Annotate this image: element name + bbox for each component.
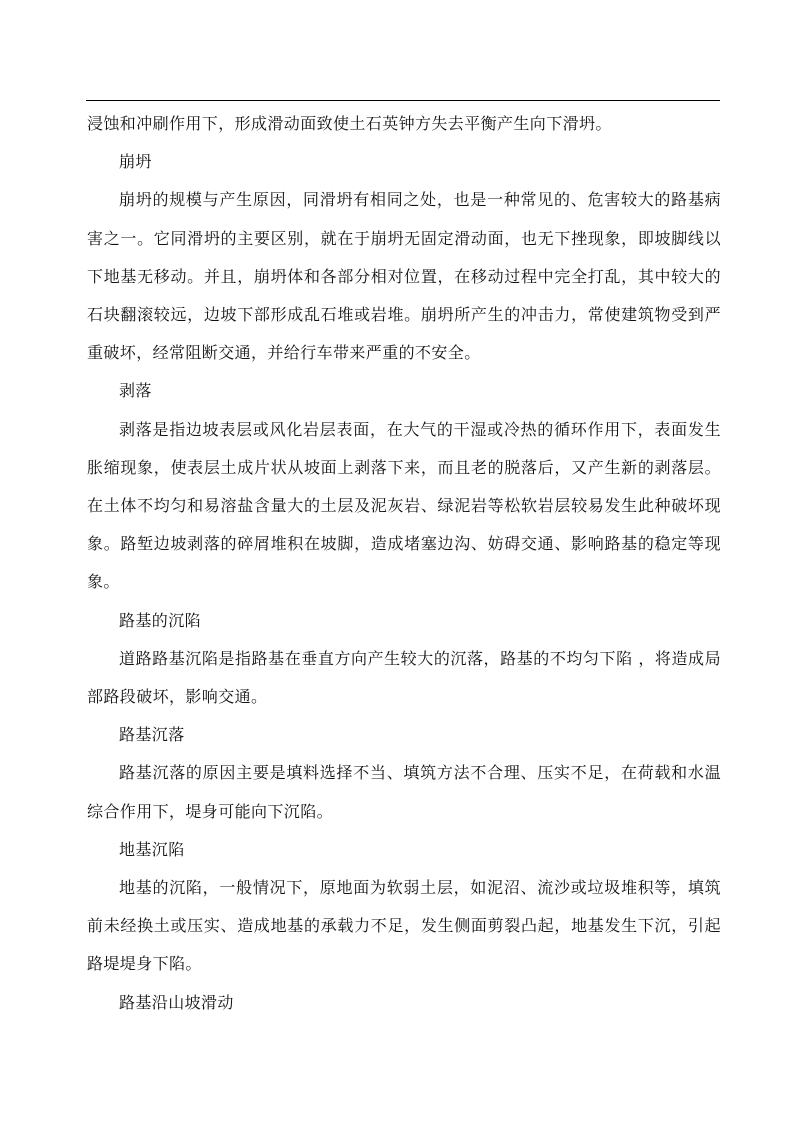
paragraph-collapse: 崩坍的规模与产生原因，同滑坍有相同之处，也是一种常见的、危害较大的路基病害之一。它同滑坍的主要区别，就在于崩坍无固定滑动面，也无下挫现象，即坡脚线以下地基无移动。并且，崩坍体和各部分相对位置，在移动过程中完全打乱，其中较大的石块翻滚较远，边坡下部形成乱石堆或岩堆。崩坍所产生的冲击力，常使建筑物受到严重破坏，经常阻断交通，并给行车带来严重的不安全。 [87,190,721,363]
document-body [87,105,721,1022]
paragraph-subgrade-settlement: 道路路基沉陷是指路基在垂直方向产生较大的沉落，路基的不均匀下陷 ，将造成局部路段破坏，影响交通。 [87,648,721,707]
section-heading-foundation-settlement: 地基沉陷 [119,839,185,859]
paragraph-foundation-settlement: 地基的沉陷，一般情况下，原地面为软弱土层，如泥沼、流沙或垃圾堆积等，填筑前未经换土或压实、造成地基的承载力不足，发生侧面剪裂凸起，地基发生下沉，引起路堤堤身下陷。 [87,878,721,974]
section-heading-slope-sliding: 路基沿山坡滑动 [119,992,234,1012]
section-heading-collapse: 崩坍 [119,152,152,172]
section-heading-embankment-settling: 路基沉落 [119,725,185,745]
section-heading-spalling: 剥落 [119,381,152,401]
paragraph-spalling: 剥落是指边坡表层或风化岩层表面，在大气的干湿或冷热的循环作用下，表面发生胀缩现象，使表层土成片状从坡面上剥落下来，而且老的脱落后，又产生新的剥落层。在土体不均匀和易溶盐含量大的土层及泥灰岩、绿泥岩等松软岩层较易发生此种破坏现象。路堑边坡剥落的碎屑堆积在坡脚，造成堵塞边沟、妨碍交通、影响路基的稳定等现象。 [87,419,721,592]
continued-paragraph: 浸蚀和冲刷作用下，形成滑动面致使土石英钟方失去平衡产生向下滑坍。 [87,114,612,133]
header-rule [86,100,720,101]
section-heading-subgrade-settlement: 路基的沉陷 [119,610,202,630]
paragraph-embankment-settling: 路基沉落的原因主要是填料选择不当、填筑方法不合理、压实不足，在荷载和水温综合作用下，堤身可能向下沉陷。 [87,763,721,821]
